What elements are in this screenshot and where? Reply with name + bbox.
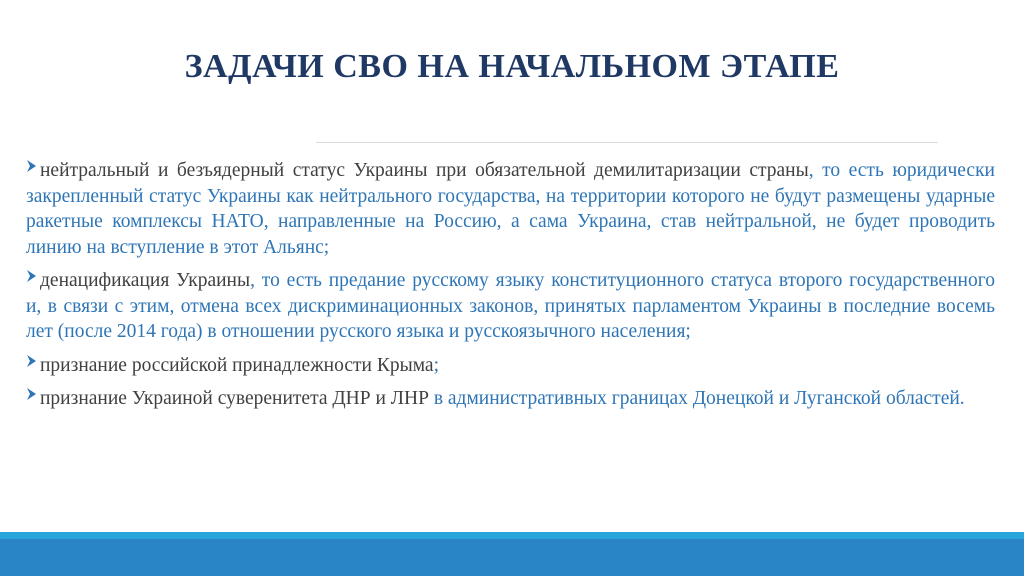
bullet-lead: признание российской принадлежности Крыма [40, 354, 434, 376]
arrow-bullet-icon [26, 355, 37, 367]
arrow-bullet-icon [26, 270, 37, 282]
slide-title: ЗАДАЧИ СВО НА НАЧАЛЬНОМ ЭТАПЕ [184, 48, 840, 85]
arrow-bullet-icon [26, 160, 37, 172]
bullet-rest: , то есть предание русскому языку конституционного статуса второго государственного и, в связи с этим, отмена всех дискриминационных законов, принятых парламентом Украины в последние восемь лет (после 2014 года) в отношении русского языка и русскоязычного населения; [26, 270, 995, 342]
bullet-lead: признание Украиной суверенитета ДНР и ЛНР [40, 388, 429, 409]
bullet-rest: , то есть юридически закрепленный статус Украины как нейтрального государства, на территории которого не будут размещены ударные ракетные комплексы НАТО, направленные на Россию, а сама Украина, став нейтральной, не будет проводить линию на вступление в этот Альянс; [26, 160, 995, 258]
bullet-lead: нейтральный и безъядерный статус Украины при обязательной демилитаризации страны [40, 160, 809, 181]
bullet-item-1 [22, 158, 995, 260]
bullet-item-4 [22, 386, 995, 412]
bullet-item-3 [22, 353, 995, 379]
arrow-bullet-icon [26, 388, 37, 400]
bullet-lead: денацификация Украины [40, 270, 251, 291]
title-divider [316, 142, 938, 143]
bullet-rest: в административных границах Донецкой и Луганской областей. [428, 388, 965, 409]
footer-stripe-light [0, 532, 1024, 539]
bullet-item-2 [22, 268, 995, 345]
footer-band [0, 539, 1024, 576]
bullet-list [22, 158, 995, 412]
bullet-rest: ; [433, 354, 439, 376]
